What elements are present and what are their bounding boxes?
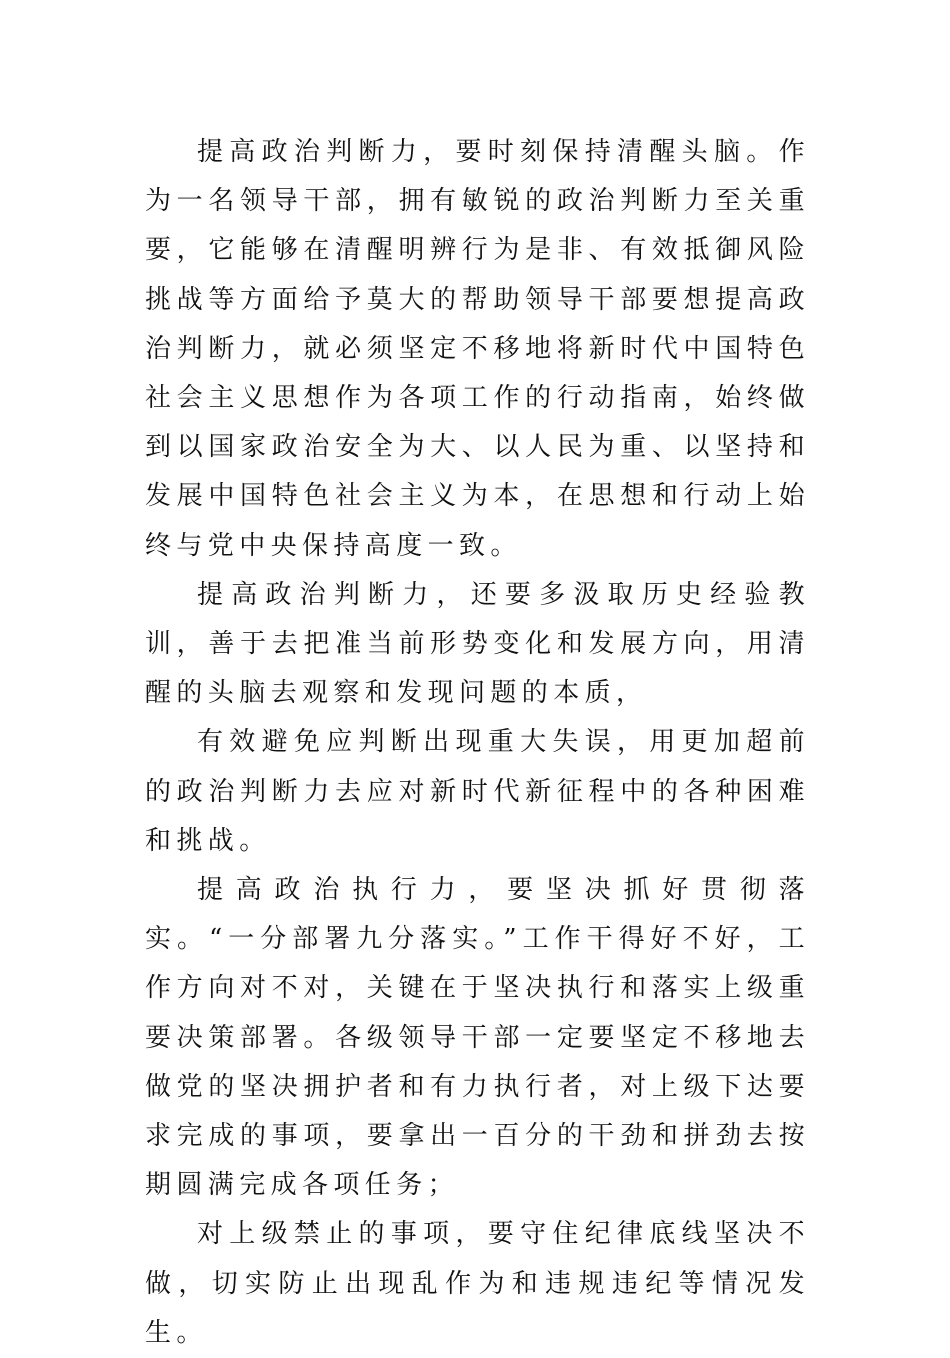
paragraph-2: 提高政治判断力，还要多汲取历史经验教训，善于去把准当前形势变化和发展方向，用清醒的头脑去观察和发现问题的本质， xyxy=(145,579,810,709)
paragraph-3: 有效避免应判断出现重大失误，用更加超前的政治判断力去应对新时代新征程中的各种困难和挑战。 xyxy=(145,727,810,856)
paragraph-1: 提高政治判断力，要时刻保持清醒头脑。作为一名领导干部，拥有敏锐的政治判断力至关重要，它能够在清醒明辨行为是非、有效抵御风险挑战等方面给予莫大的帮助领导干部要想提高政治判断力，就必须坚定不移地将新时代中国特色社会主义思想作为各项工作的行动指南，始终做到以国家政治安全为大、以人民为重、以坚持和发展中国特色社会主义为本，在思想和行动上始终与党中央保持高度一致。 xyxy=(145,137,810,561)
paragraph-4: 提高政治执行力，要坚决抓好贯彻落实。“一分部署九分落实。”工作干得好不好，工作方向对不对，关键在于坚决执行和落实上级重要决策部署。各级领导干部一定要坚定不移地去做党的坚决拥护者和有力执行者，对上级下达要求完成的事项，要拿出一百分的干劲和拼劲去按期圆满完成各项任务； xyxy=(145,875,810,1201)
document-body xyxy=(145,128,810,1358)
paragraph-5: 对上级禁止的事项，要守住纪律底线坚决不做，切实防止出现乱作为和违规违纪等情况发生。 xyxy=(145,1219,810,1348)
